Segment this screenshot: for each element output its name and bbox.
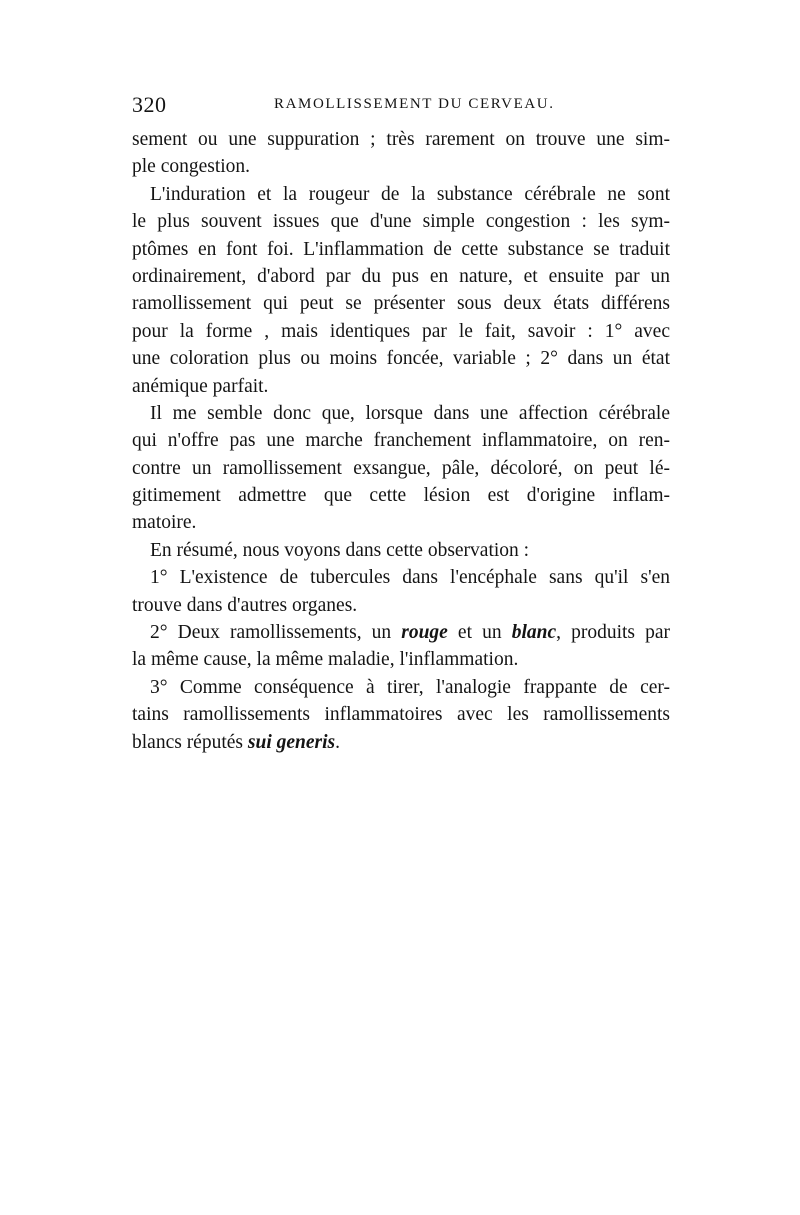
text-line: L'induration et la rougeur de la substance cérébrale ne sont	[150, 183, 670, 205]
text-line: ramollissement qui peut se présenter sous deux états différens	[132, 293, 670, 315]
text-run: .	[335, 731, 340, 753]
text-line: En résumé, nous voyons dans cette observation :	[150, 539, 530, 561]
running-title: RAMOLLISSEMENT DU CERVEAU.	[274, 96, 555, 112]
text-line-sui-generis	[132, 729, 670, 756]
text-line: contre un ramollissement exsangue, pâle, décoloré, on peut lé-	[132, 457, 670, 479]
body-text	[132, 126, 670, 756]
running-head	[132, 92, 672, 122]
text-line: pour la forme , mais identiques par le fait, savoir : 1° avec	[132, 320, 670, 342]
text-run: et un	[447, 622, 512, 644]
text-line: Il me semble donc que, lorsque dans une affection cérébrale	[150, 402, 670, 424]
text-line: la même cause, la même maladie, l'inflammation.	[132, 649, 519, 671]
text-line-rouge-blanc	[132, 619, 670, 646]
text-line: qui n'offre pas une marche franchement inflammatoire, on ren-	[132, 430, 670, 452]
text-line: anémique parfait.	[132, 375, 269, 397]
text-line: tains ramollissements inflammatoires avec les ramollissements	[132, 704, 670, 726]
text-line: le plus souvent issues que d'une simple congestion : les sym-	[132, 211, 670, 233]
page-number: 320	[132, 92, 167, 117]
text-run: , produits par	[556, 622, 670, 644]
text-line: trouve dans d'autres organes.	[132, 594, 358, 616]
text-line: 3° Comme conséquence à tirer, l'analogie frappante de cer-	[150, 676, 670, 698]
text-line: gitimement admettre que cette lésion est d'origine inflam-	[132, 485, 670, 507]
text-line: ple congestion.	[132, 156, 251, 178]
text-line: matoire.	[132, 512, 197, 534]
italic-word-blanc: blanc	[511, 622, 557, 644]
text-line: sement ou une suppuration ; très rarement on trouve une sim-	[132, 129, 670, 150]
text-line: ptômes en font foi. L'inflammation de cette substance se traduit	[132, 238, 670, 260]
text-run: blancs réputés	[132, 731, 248, 753]
text-line: 1° L'existence de tubercules dans l'encéphale sans qu'il s'en	[150, 567, 670, 589]
italic-phrase-sui-generis: sui generis	[247, 731, 336, 753]
text-line: une coloration plus ou moins foncée, variable ; 2° dans un état	[132, 348, 670, 370]
text-run: 2° Deux ramollissements, un	[150, 622, 402, 644]
text-line: ordinairement, d'abord par du pus en nature, et ensuite par un	[132, 265, 670, 287]
italic-word-rouge: rouge	[401, 622, 448, 644]
